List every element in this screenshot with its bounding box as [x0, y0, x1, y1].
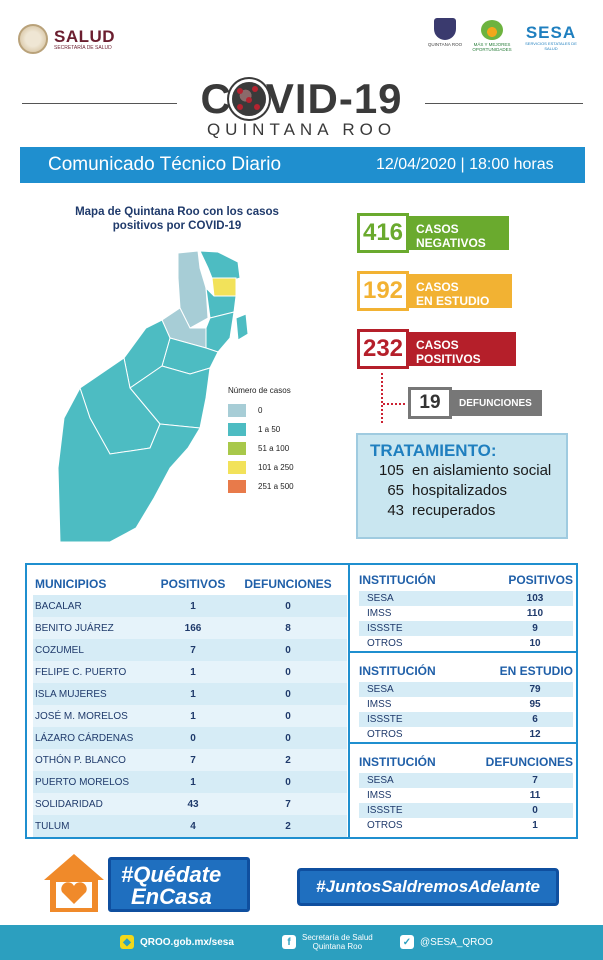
table-cell: 0 — [285, 644, 291, 656]
col-header-positivos: POSITIVOS — [160, 577, 226, 591]
table-cell: COZUMEL — [35, 644, 84, 656]
table-header: INSTITUCIÓN DEFUNCIONES — [359, 755, 573, 769]
footer-website[interactable] — [120, 935, 234, 949]
page-subtitle: QUINTANA ROO — [206, 120, 397, 139]
footer — [0, 925, 603, 960]
table-divider — [350, 742, 578, 744]
tratamiento-row: 105 en aislamiento social — [378, 462, 552, 479]
table-row — [359, 636, 573, 651]
salud-logo-text: SALUD — [54, 26, 116, 46]
page-title — [0, 75, 603, 123]
table-cell: 103 — [526, 593, 544, 604]
table-cell: 0 — [190, 732, 196, 744]
casos-positivos — [357, 329, 516, 369]
legend-swatch — [228, 480, 246, 493]
table-cell: SESA — [367, 593, 394, 604]
quedate-line1: #Quédate — [121, 862, 222, 887]
legend-swatch — [228, 442, 246, 455]
table-cell: 166 — [184, 622, 202, 634]
table-cell: 2 — [285, 820, 291, 832]
legend-item — [228, 401, 294, 420]
legend-swatch — [228, 423, 246, 436]
qroo-icon: ◆ — [120, 935, 134, 949]
municipios-table — [33, 573, 347, 837]
data-tables — [25, 563, 578, 839]
table-cell: FELIPE C. PUERTO — [35, 666, 127, 678]
map-region-cozumel — [236, 314, 248, 340]
table-cell: SOLIDARIDAD — [35, 798, 103, 810]
table-row — [33, 705, 347, 727]
legend-item — [228, 477, 294, 496]
quedate-line2: EnCasa — [131, 884, 212, 909]
table-cell: 110 — [526, 608, 544, 619]
table-row — [359, 591, 573, 606]
table-row — [359, 773, 573, 788]
connector-line — [383, 403, 405, 405]
table-cell: OTHÓN P. BLANCO — [35, 754, 126, 766]
table-cell: 0 — [532, 805, 538, 816]
facebook-icon: f — [282, 935, 296, 949]
legend-item — [228, 458, 294, 477]
tratamiento-title: TRATAMIENTO: — [370, 441, 497, 460]
table-row — [359, 621, 573, 636]
table-row — [359, 803, 573, 818]
map-legend — [228, 386, 294, 496]
map-region-isla-mujeres — [200, 251, 240, 282]
table-row — [359, 682, 573, 697]
table-row — [33, 793, 347, 815]
table-cell: 0 — [285, 600, 291, 612]
table-cell: 43 — [187, 798, 199, 810]
sesa-logo-text: SESA — [525, 23, 577, 42]
defunciones — [408, 387, 542, 419]
footer-facebook[interactable]: f Secretaría de Salud Quintana Roo — [282, 933, 373, 951]
legend-item — [228, 439, 294, 458]
tratamiento-row: 43 recuperados — [387, 502, 496, 519]
sesa-logo-subtext: SERVICIOS ESTATALES DE SALUD — [525, 41, 577, 51]
tratamiento-panel — [356, 433, 568, 539]
table-cell: 7 — [190, 644, 196, 656]
table-row — [33, 661, 347, 683]
table-cell: 6 — [532, 714, 538, 725]
table-row — [33, 815, 347, 837]
legend-swatch — [228, 461, 246, 474]
title-letter-c: C — [200, 75, 232, 122]
col-header-defunciones: DEFUNCIONES — [244, 577, 332, 591]
table-cell: ISSSTE — [367, 714, 403, 725]
table-row — [359, 818, 573, 833]
virus-icon — [232, 82, 266, 116]
table-header — [33, 573, 347, 595]
table-row — [33, 683, 347, 705]
table-cell: 12 — [529, 729, 541, 740]
table-cell: 0 — [285, 710, 291, 722]
banner-date: 12/04/2020 | 18:00 horas — [376, 156, 554, 173]
table-cell: 0 — [285, 688, 291, 700]
table-cell: 7 — [285, 798, 291, 810]
shield-icon — [434, 18, 456, 40]
table-cell: 2 — [285, 754, 291, 766]
salud-logo — [18, 24, 115, 54]
juntos-saldremos-badge: #JuntosSaldremosAdelante — [297, 868, 559, 906]
mexico-seal-icon — [18, 24, 48, 54]
table-cell: 1 — [190, 688, 196, 700]
table-cell: 1 — [190, 710, 196, 722]
table-cell: OTROS — [367, 638, 403, 649]
casos-negativos — [357, 213, 509, 253]
table-cell: ISLA MUJERES — [35, 688, 107, 700]
table-cell: 1 — [190, 776, 196, 788]
table-cell: 1 — [190, 600, 196, 612]
defunciones-value: 19 — [408, 387, 452, 419]
table-row — [359, 697, 573, 712]
banner-title: Comunicado Técnico Diario — [48, 154, 282, 175]
report-banner — [20, 147, 585, 183]
table-cell: SESA — [367, 775, 394, 786]
table-cell: 0 — [285, 776, 291, 788]
institucion-defunciones-table — [359, 751, 573, 833]
table-cell: ISSSTE — [367, 805, 403, 816]
table-cell: 1 — [190, 666, 196, 678]
salud-logo-subtext: SECRETARÍA DE SALUD — [54, 44, 112, 51]
legend-swatch — [228, 404, 246, 417]
table-row — [359, 606, 573, 621]
casos-negativos-value: 416 — [357, 213, 409, 253]
table-row — [33, 617, 347, 639]
table-cell: 7 — [532, 775, 538, 786]
legend-label: 51 a 100 — [258, 444, 290, 453]
casos-en-estudio — [357, 271, 512, 311]
table-cell: IMSS — [367, 608, 392, 619]
table-cell: ISSSTE — [367, 623, 403, 634]
table-cell: 0 — [285, 732, 291, 744]
col-header-municipios: MUNICIPIOS — [35, 577, 107, 591]
tratamiento-row: 65 hospitalizados — [387, 482, 508, 499]
table-cell: OTROS — [367, 820, 403, 831]
legend-title: Número de casos — [228, 386, 291, 395]
map-region-solidaridad — [206, 312, 234, 352]
table-row — [33, 595, 347, 617]
table-cell: PUERTO MORELOS — [35, 776, 130, 788]
title-rest: VID-19 — [265, 75, 403, 122]
footer-twitter-text: @SESA_QROO — [420, 936, 493, 948]
table-divider — [348, 565, 350, 837]
legend-label: 0 — [258, 406, 263, 415]
table-cell: 10 — [529, 638, 541, 649]
table-cell: 9 — [532, 623, 538, 634]
house-heart-icon — [42, 852, 106, 914]
table-cell: 0 — [285, 666, 291, 678]
casos-positivos-label: CASOS POSITIVOS — [406, 332, 516, 366]
casos-estudio-label: CASOS EN ESTUDIO — [406, 274, 512, 308]
institucion-estudio-table — [359, 660, 573, 742]
table-cell: 79 — [529, 684, 541, 695]
table-row — [33, 749, 347, 771]
legend-label: 1 a 50 — [258, 425, 281, 434]
table-header: INSTITUCIÓN EN ESTUDIO — [359, 664, 573, 678]
table-cell: BENITO JUÁREZ — [35, 622, 114, 634]
table-cell: 95 — [529, 699, 541, 710]
table-cell: 4 — [190, 820, 196, 832]
qroo-logo-text: QUINTANA ROO — [427, 42, 463, 47]
sun-icon — [481, 20, 503, 40]
table-cell: 11 — [529, 790, 541, 801]
map-title: Mapa de Quintana Roo con los casos positivos por COVID-19 — [75, 206, 279, 232]
mas-oportunidades-logo — [472, 20, 512, 52]
table-divider — [350, 651, 578, 653]
table-cell: SESA — [367, 684, 394, 695]
twitter-icon: ✓ — [400, 935, 414, 949]
table-cell: IMSS — [367, 790, 392, 801]
legend-label: 101 a 250 — [258, 463, 294, 472]
sesa-logo — [518, 24, 584, 51]
footer-twitter[interactable] — [400, 935, 493, 949]
table-cell: 1 — [532, 820, 538, 831]
casos-negativos-label: CASOS NEGATIVOS — [406, 216, 509, 250]
table-row — [33, 771, 347, 793]
table-cell: LÁZARO CÁRDENAS — [35, 732, 134, 744]
quintana-roo-logo — [424, 18, 466, 47]
table-cell: IMSS — [367, 699, 392, 710]
quedate-en-casa-badge — [108, 857, 250, 912]
casos-estudio-value: 192 — [357, 271, 409, 311]
table-cell: BACALAR — [35, 600, 82, 612]
table-cell: 8 — [285, 622, 291, 634]
mas-logo-text: MÁS Y MEJORES OPORTUNIDADES — [472, 42, 512, 52]
institucion-positivos-table — [359, 569, 573, 651]
connector-line — [381, 373, 383, 423]
table-row — [33, 639, 347, 661]
table-row — [33, 727, 347, 749]
legend-item — [228, 420, 294, 439]
defunciones-label: DEFUNCIONES — [449, 390, 542, 416]
table-cell: TULUM — [35, 820, 70, 832]
table-row — [359, 712, 573, 727]
footer-website-text: QROO.gob.mx/sesa — [140, 936, 234, 948]
casos-positivos-value: 232 — [357, 329, 409, 369]
table-cell: OTROS — [367, 729, 403, 740]
table-row — [359, 727, 573, 742]
table-cell: 7 — [190, 754, 196, 766]
table-header: INSTITUCIÓN POSITIVOS — [359, 573, 573, 587]
table-row — [359, 788, 573, 803]
map-region-benito-juarez — [212, 278, 236, 296]
table-cell: JOSÉ M. MORELOS — [35, 710, 128, 722]
legend-label: 251 a 500 — [258, 482, 294, 491]
